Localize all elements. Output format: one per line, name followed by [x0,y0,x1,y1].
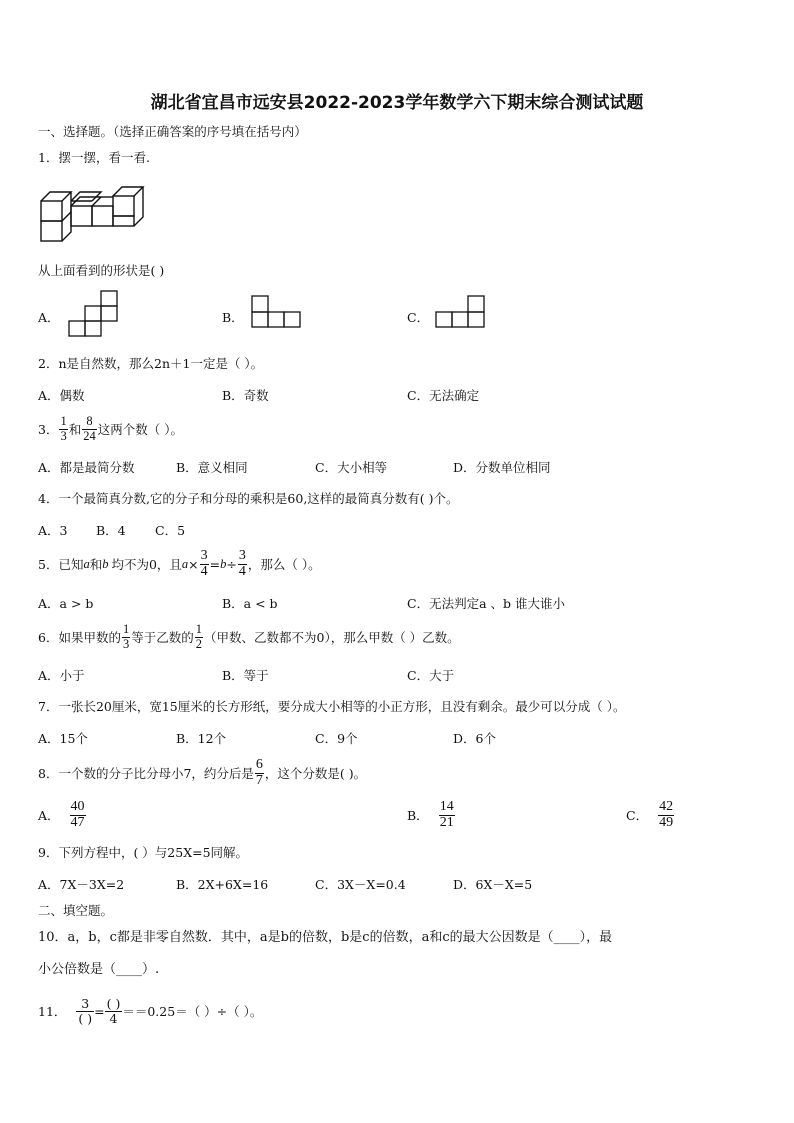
question-6-stem [38,619,460,655]
q11-fraction-2[interactable]: $\frac{( )}{4}$ [106,995,121,1026]
q11-equals-1: = [94,1003,105,1019]
document-title: 湖北省宜昌市远安县2022-2023学年数学六下期末综合测试试题 [150,93,644,113]
q5-eq: = [209,556,221,572]
q11-fraction-1[interactable]: $\frac{3}{( )}$ [78,995,93,1026]
q3-fraction-1: $\frac{1}{3}$ [60,414,67,443]
q3-fraction-2: $\frac{8}{24}$ [83,414,96,443]
question-3-stem [38,410,183,448]
q5-times: × [188,556,199,572]
q5-var-b: b [102,556,109,571]
q4-option-b[interactable]: B．4 [96,523,126,538]
q5-mid: 均不为0，且 [111,557,182,572]
q8-option-b[interactable] [407,796,456,834]
q5-fraction-1: $\frac{3}{4}$ [200,547,208,579]
question-10-line-1: 10．a，b，c都是非零自然数．其中，a是b的倍数，b是c的倍数，a和c的最大公因数是（____），最 [38,930,613,945]
q4-option-a[interactable]: A．3 [38,523,68,538]
q9-option-b[interactable]: B．2X+6X=16 [176,877,269,892]
q5-var-b2: b [220,556,227,571]
q5-div: ÷ [226,556,237,572]
q5-option-b[interactable]: B．a < b [222,596,278,611]
q8-option-a-fraction: $\frac{40}{47}$ [70,798,85,830]
q8-option-c[interactable] [626,796,675,834]
q8-tail: ，这个分数是( )。 [264,766,367,781]
q5-fraction-2: $\frac{3}{4}$ [238,547,246,579]
question-10-line-2: 小公倍数是（____）. [38,962,160,977]
question-1-question: 从上面看到的形状是( ) [38,263,165,278]
q2-option-a[interactable]: A．偶数 [38,388,85,403]
q8-option-b-fraction: $\frac{14}{21}$ [439,798,454,830]
q9-option-c[interactable]: C．3X－X=0.4 [315,877,406,892]
q1-option-c-figure [435,295,487,329]
q6-option-b[interactable]: B．等于 [222,668,269,683]
question-11-stem [38,990,262,1032]
question-4-stem: 4．一个最简真分数,它的分子和分母的乘积是60,这样的最简真分数有( )个。 [38,491,459,506]
q7-option-d[interactable]: D．6个 [453,731,496,746]
q8-pre: 8．一个数的分子比分母小7，约分后是 [38,766,254,781]
q7-option-a[interactable]: A．15个 [38,731,88,746]
q4-option-c[interactable]: C．5 [155,523,186,538]
q6-option-c[interactable]: C．大于 [407,668,455,683]
q1-option-a-label[interactable]: A． [38,310,60,325]
q7-option-b[interactable]: B．12个 [176,731,227,746]
question-5-stem [38,545,321,583]
q3-number: 3． [38,422,59,437]
q5-tail: ，那么（ ）。 [247,557,321,572]
q6-tail: （甲数、乙数都不为0），那么甲数（ ）乙数。 [203,630,460,645]
q2-option-c[interactable]: C．无法确定 [407,388,480,403]
question-2-stem: 2．n是自然数，那么2n＋1一定是（ ）。 [38,356,264,371]
q5-option-c[interactable]: C．无法判定a 、b 谁大谁小 [407,596,565,611]
q8-option-a[interactable] [38,796,87,834]
q8-option-a-label: A． [38,808,60,823]
q8-fraction: $\frac{6}{7}$ [255,756,263,788]
question-8-stem [38,754,366,792]
question-1-stem: 1．摆一摆，看一看. [38,150,150,165]
q1-option-b-label[interactable]: B． [222,310,244,325]
q3-option-d[interactable]: D．分数单位相同 [453,460,551,475]
q8-option-c-label: C． [626,808,649,823]
q6-mid: 等于乙数的 [131,630,194,645]
q3-option-c[interactable]: C．大小相等 [315,460,388,475]
q5-option-a[interactable]: A．a > b [38,596,94,611]
q6-option-a[interactable]: A．小于 [38,668,85,683]
q6-fraction-1: $\frac{1}{3}$ [122,622,130,651]
q8-option-b-label: B． [407,808,429,823]
q1-option-c-label[interactable]: C． [407,310,430,325]
q11-tail: ＝＝0.25＝（ ）÷（ ）。 [122,1004,263,1019]
q6-pre: 6．如果甲数的 [38,630,121,645]
q5-pre: 5．已知 [38,557,84,572]
cube-stack-figure [40,184,140,242]
q1-option-a-figure [68,290,120,338]
q7-option-c[interactable]: C．9个 [315,731,358,746]
section-2-heading: 二、填空题。 [38,903,114,918]
q5-and: 和 [89,557,103,572]
q5-var-a: a [83,556,90,571]
q2-option-b[interactable]: B．奇数 [222,388,269,403]
question-7-stem: 7．一张长20厘米，宽15厘米的长方形纸，要分成大小相等的小正方形，且没有剩余。最少可以分成（ ）。 [38,699,626,714]
q11-number: 11． [38,1004,67,1019]
q5-var-a2: a [181,556,189,571]
q3-option-a[interactable]: A．都是最简分数 [38,460,135,475]
q3-and: 和 [68,422,82,437]
q6-fraction-2: $\frac{1}{2}$ [195,622,202,651]
q9-option-d[interactable]: D．6X－X=5 [453,877,533,892]
q1-option-b-figure [251,295,303,329]
q3-option-b[interactable]: B．意义相同 [176,460,248,475]
q8-option-c-fraction: $\frac{42}{49}$ [659,798,674,830]
q3-tail: 这两个数（ ）。 [97,422,183,437]
q9-option-a[interactable]: A．7X－3X=2 [38,877,125,892]
section-1-heading: 一、选择题。（选择正确答案的序号填在括号内） [38,124,307,139]
question-9-stem: 9．下列方程中，( ）与25X=5同解。 [38,845,249,860]
